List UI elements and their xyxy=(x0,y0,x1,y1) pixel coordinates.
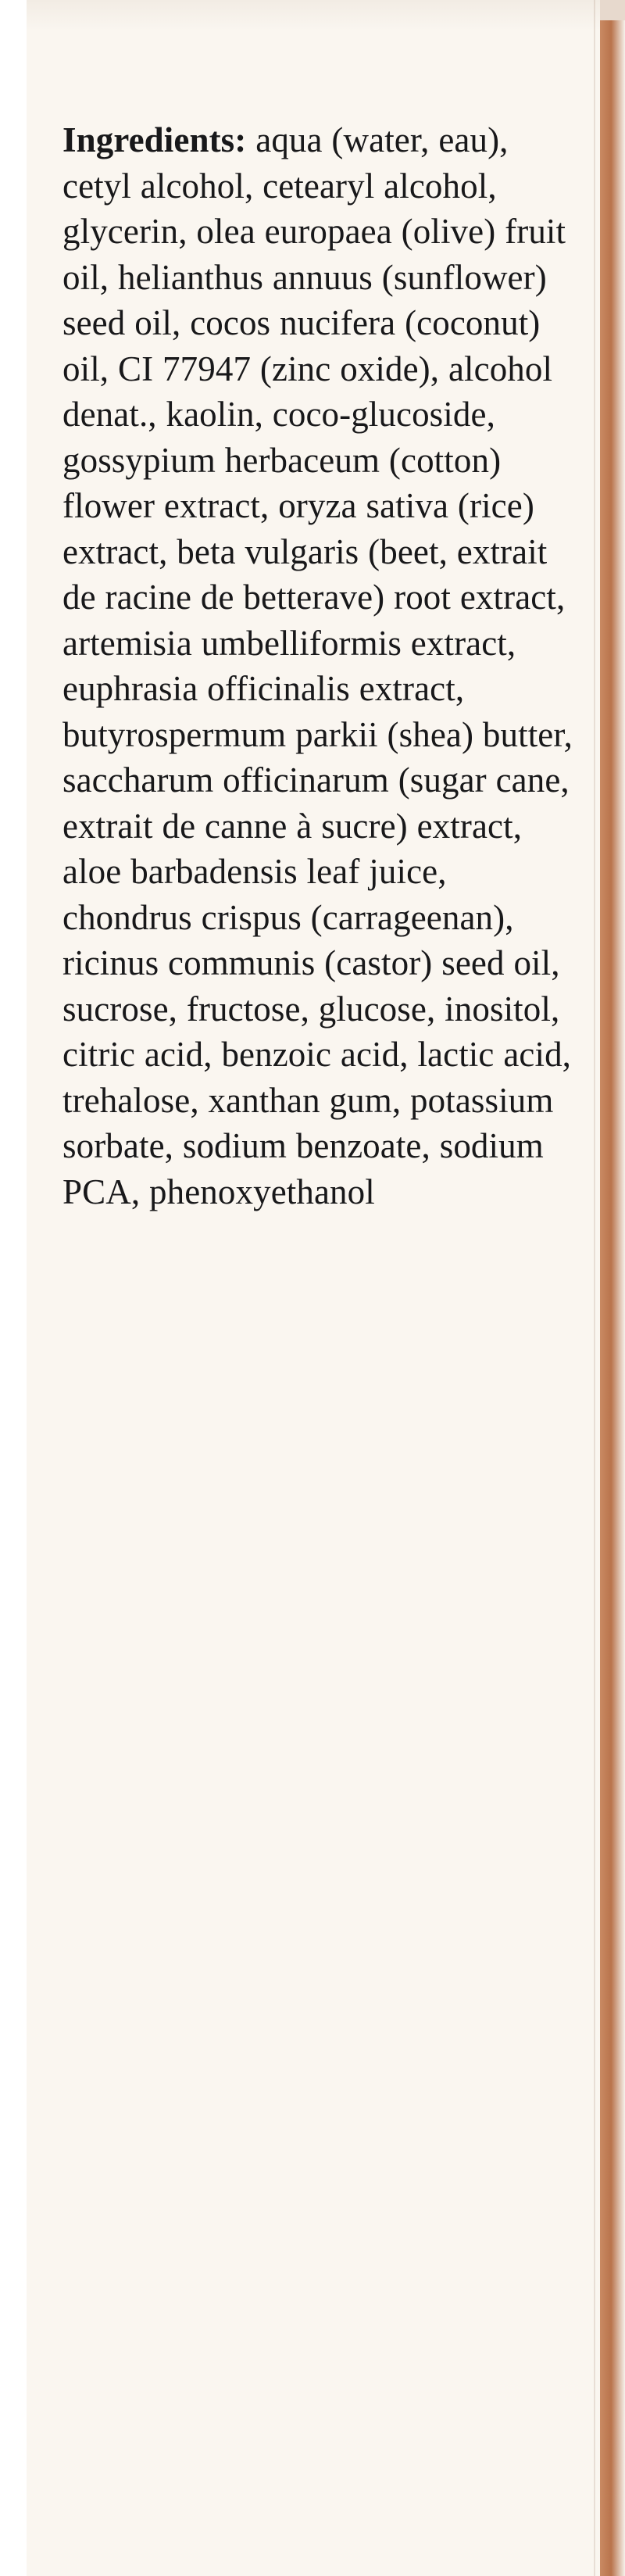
ingredients-block xyxy=(62,117,578,1215)
carton-front-panel xyxy=(27,0,600,2576)
carton-side-edge-top xyxy=(600,0,625,20)
carton-fold-crease xyxy=(594,0,595,2576)
ingredients-paragraph xyxy=(62,117,578,1215)
carton-side-edge xyxy=(600,0,625,2576)
ingredients-list: aqua (water, eau), cetyl alcohol, cetearyl alcohol, glycerin, olea europaea (olive) fruit oil, helianthus annuus (sunflower) seed oil, cocos nucifera (coconut) oil, CI 77947 (zinc oxide), alcohol denat., kaolin, coco-glucoside, gossypium herbaceum (cotton) flower extract, oryza sativa (rice) extract, beta vulgaris (beet, extrait de racine de betterave) root extract, artemisia umbelliformis extract, euphrasia officinalis extract, butyrospermum parkii (shea) butter, saccharum officinarum (sugar cane, extrait de canne à sucre) extract, aloe barbadensis leaf juice, chondrus crispus (carrageenan), ricinus communis (castor) seed oil, sucrose, fructose, glucose, inositol, citric acid, benzoic acid, lactic acid, trehalose, xanthan gum, potassium sorbate, sodium benzoate, sodium PCA, phenoxyethanol xyxy=(62,120,573,1211)
ingredients-heading: Ingredients: xyxy=(62,120,247,159)
carton-top-flap-shading xyxy=(27,0,600,31)
background-left-margin xyxy=(0,0,27,2576)
